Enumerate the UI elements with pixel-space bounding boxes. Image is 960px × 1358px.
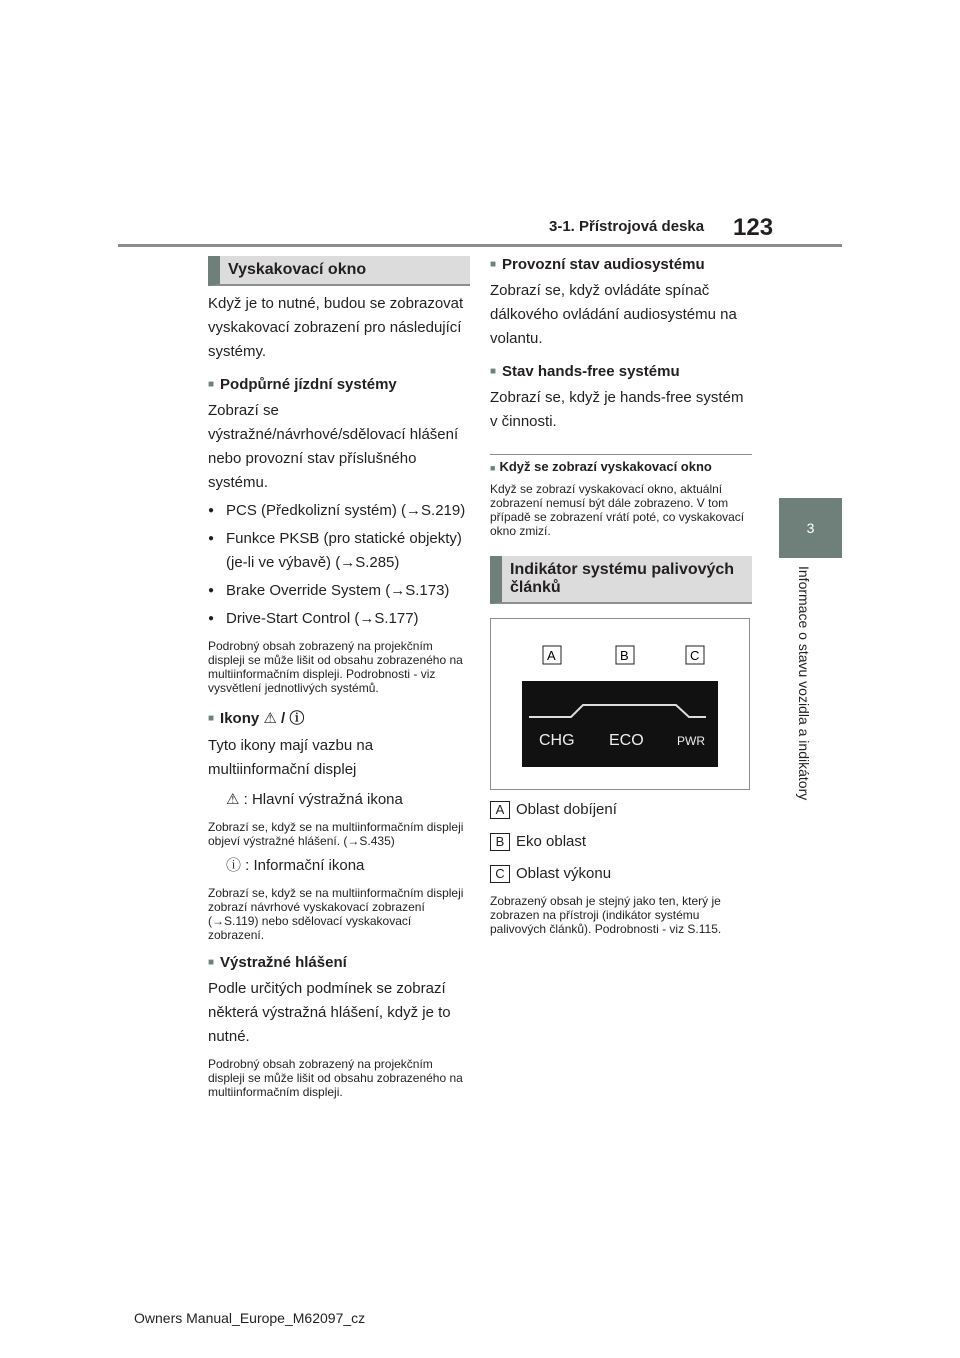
paragraph: Zobrazí se, když ovládáte spínač dálkového ovládání audiosystému na volantu. [490,282,737,347]
paragraph: Zobrazí se výstražné/návrhové/sdělovací hlášení nebo provozní stav příslušného systému. [208,402,459,491]
icon-row: ⚠ : Hlavní výstražná ikona [226,791,403,808]
legend-key: B [490,833,510,851]
list-item: ● PCS (Předkolizní systém) (→S.219) [208,499,470,523]
note-text: Když se zobrazí vyskakovací okno, aktuální zobrazení nemusí být dále zobrazeno. V tom případě se zobrazení vrátí poté, co vyskakovací okno zmizí. [490,482,745,538]
list-item: ● Funkce PKSB (pro statické objekty) (je-li ve výbavě) (→S.285) [208,527,470,575]
legend-item [490,830,752,854]
legend-label: Eko oblast [516,833,587,850]
list-item: ● Drive-Start Control (→S.177) [208,607,470,631]
section-heading: Indikátor systému palivových článků [490,556,752,604]
display-panel [522,681,718,767]
legend-label: Oblast výkonu [516,865,612,882]
footer-text: Owners Manual_Europe_M62097_cz [134,1310,366,1326]
chapter-label: Informace o stavu vozidla a indikátory [796,566,812,801]
list-item: ● Brake Override System (→S.173) [208,579,470,603]
chg-label: CHG [539,732,575,749]
right-column [490,256,752,936]
note-text: Zobrazí se, když se na multiinformačním displeji zobrazí návrhové vyskakovací zobrazení (→S.119) nebo sdělovací vyskakovací zobrazení. [208,886,464,942]
section-title: 3-1. Přístrojová deska [549,218,705,235]
subheading: ■ Stav hands-free systému [490,363,752,380]
left-column [208,256,470,1099]
note-text: Podrobný obsah zobrazený na projekčním displeji se může lišit od obsahu zobrazeného na multiinformačním displeji. [208,1057,463,1099]
fuel-cell-indicator-figure [490,618,750,790]
label-a: A [547,648,556,663]
eco-label: ECO [609,732,644,749]
paragraph: Podle určitých podmínek se zobrazí některá výstražná hlášení, když je to nutné. [208,980,451,1045]
header-rule [118,244,842,247]
paragraph: Zobrazí se, když je hands-free systém v činnosti. [490,389,744,430]
legend-label: Oblast dobíjení [516,801,617,818]
note-text: Zobrazí se, když se na multiinformačním displeji objeví výstražné hlášení. (→S.435) [208,820,464,848]
subheading: ■ Výstražné hlášení [208,954,470,971]
note-text: Podrobný obsah zobrazený na projekčním displeji se může lišit od obsahu zobrazeného na multiinformačním displeji. Podrobnosti - viz vysvětlení jednotlivých systémů. [208,639,463,695]
page-number: 123 [733,214,774,241]
subheading: ■ Podpůrné jízdní systémy [208,376,470,393]
subheading: ■ Provozní stav audiosystému [490,256,752,273]
legend-key: A [490,801,510,819]
paragraph: Tyto ikony mají vazbu na multiinformační displej [208,737,374,778]
note-heading: ■ Když se zobrazí vyskakovací okno [490,454,752,474]
label-c: C [690,648,700,663]
icon-row: ⓘ : Informační ikona [226,857,365,874]
subheading: ■ Ikony ⚠ / ⓘ [208,707,470,728]
legend-key: C [490,865,510,883]
label-b: B [620,648,629,663]
note-text: Zobrazený obsah je stejný jako ten, který je zobrazen na přístroji (indikátor systému palivových článků). Podrobnosti - viz S.115. [490,894,722,936]
chapter-tab: 3 [779,498,842,558]
section-heading: Vyskakovací okno [208,256,470,286]
intro-text: Když je to nutné, budou se zobrazovat vyskakovací zobrazení pro následující systémy. [208,295,464,360]
indicator-illustration [491,619,749,789]
pwr-label: PWR [677,734,705,748]
legend-item [490,862,752,886]
legend-item [490,798,752,822]
